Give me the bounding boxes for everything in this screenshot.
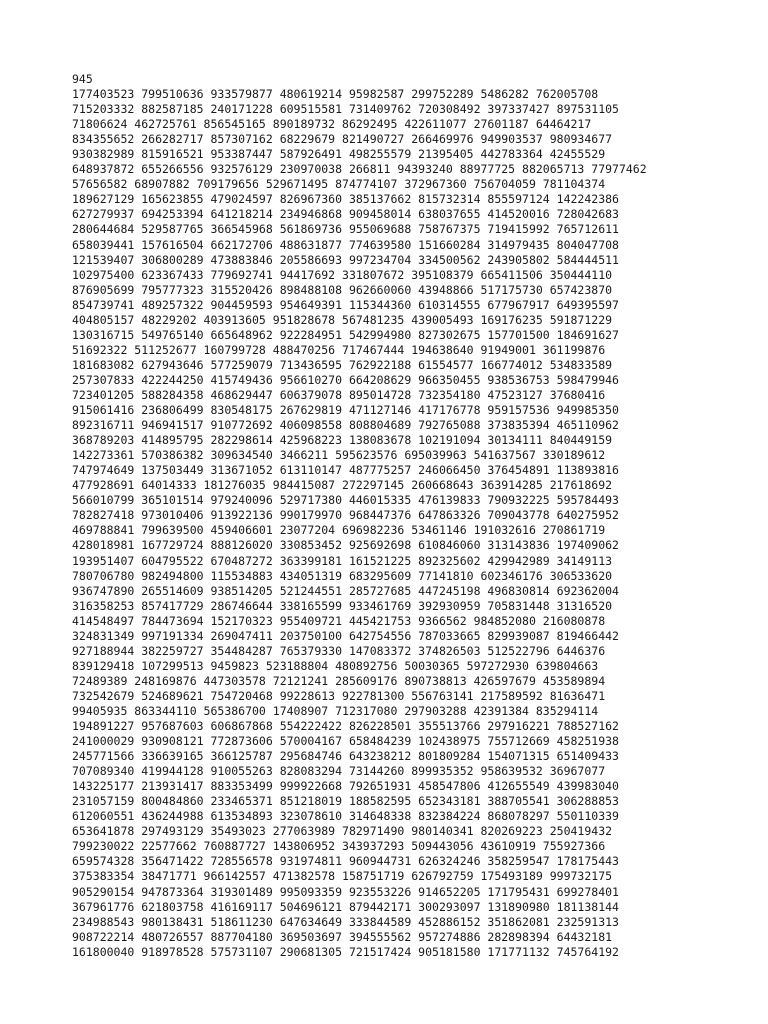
number-row: 715203332 882587185 240171228 609515581 731409762 720308492 397337427 897531105: [72, 102, 619, 117]
number-row: 732542679 524689621 754720468 99228613 922781300 556763141 217589592 81636471: [72, 688, 606, 703]
number-row: 930382989 815916521 953387447 587926491 498255579 21395405 442783364 42455529: [72, 147, 606, 162]
number-row: 627279937 694253394 641218214 234946868 909458014 638037655 414520016 728042683: [72, 207, 619, 222]
number-row: 316358253 857417729 286746644 338165599 933461769 392930959 705831448 31316520: [72, 598, 613, 613]
number-row: 368789203 414895795 282298614 425968223 138083678 102191094 30134111 840449159: [72, 433, 613, 448]
number-row: 414548497 784473694 152170323 955409721 445421753 9366562 984852080 216080878: [72, 613, 606, 628]
number-row: 130316715 549765140 665648962 922284951 542994980 827302675 157701500 184691627: [72, 327, 619, 342]
number-row: 905290154 947873364 319301489 995093359 923553226 914652205 171795431 699278401: [72, 884, 619, 899]
number-row: 161800040 918978528 575731107 290681305 721517424 905181580 171771132 745764192: [72, 944, 619, 959]
number-row: 257307833 422244250 415749436 956610270 664208629 966350455 938536753 598479946: [72, 372, 619, 387]
number-row: 121539407 306800289 473883846 205586693 997234704 334500562 243905802 584444511: [72, 252, 619, 267]
number-row: 57656582 68907882 709179656 529671495 874774107 372967360 756704059 781104374: [72, 177, 606, 192]
number-row: 648937872 655266556 932576129 230970038 266811 94393240 88977725 882065713 77977462: [72, 162, 647, 177]
number-row: 51692322 511252677 160799728 488470256 717467444 194638640 91949001 361199876: [72, 342, 606, 357]
number-row: 854739741 489257322 904459593 954649391 115344360 610314555 677967917 649395597: [72, 297, 619, 312]
number-row: 915061416 236806499 830548175 267629819 471127146 417176778 959157536 949985350: [72, 403, 619, 418]
number-row: 908722214 480726557 887704180 369503697 394555562 957274886 282898394 64432181: [72, 929, 613, 944]
number-row: 469788841 799639500 459406601 23077204 696982236 53461146 191032616 270861719: [72, 523, 606, 538]
number-row: 99405935 863344110 565386700 17408907 712317080 297903288 42391384 835294114: [72, 703, 599, 718]
number-row: 234988543 980138431 518611230 647634649 333844589 452886152 351862081 232591313: [72, 914, 619, 929]
number-row: 653641878 297493129 35493023 277063989 782971490 980140341 820269223 250419432: [72, 824, 613, 839]
number-row: 782827418 973010406 913922136 990179970 968447376 647863326 709043778 640275952: [72, 508, 619, 523]
number-row: 428018981 167729724 888126020 330853452 925692698 610846060 313143836 197409062: [72, 538, 619, 553]
number-row: 659574328 356471422 728556578 931974811 960944731 626324246 358259547 178175443: [72, 854, 619, 869]
number-row: 177403523 799510636 933579877 480619214 95982587 299752289 5486282 762005708: [72, 87, 599, 102]
number-row: 876905699 795777323 315520426 898488108 962660060 43948866 517175730 657423870: [72, 282, 613, 297]
number-row: 231057159 800484860 233465371 851218019 188582595 652343181 388705541 306288853: [72, 794, 619, 809]
number-row: 658039441 157616504 662172706 488631877 774639580 151660284 314979435 804047708: [72, 237, 619, 252]
number-row: 142273361 570386382 309634540 3466211 595623576 695039963 541637567 330189612: [72, 448, 606, 463]
number-row: 189627129 165623855 479024597 826967360 385137662 815732314 855597124 142242386: [72, 192, 619, 207]
number-row: 799230022 22577662 760887727 143806952 343937293 509443056 43610919 755927366: [72, 839, 606, 854]
number-row: 936747890 265514609 938514205 521244551 285727685 447245198 496830814 692362004: [72, 583, 619, 598]
number-row: 477928691 64014333 181276035 984415087 272297145 260668643 363914285 217618692: [72, 478, 613, 493]
number-row: 834355652 266282717 857307162 68229679 821490727 266469976 949903537 980934677: [72, 132, 613, 147]
header-number: 945: [72, 72, 93, 86]
number-row: 566010799 365101514 979240096 529717380 446015335 476139833 790932225 595784493: [72, 493, 619, 508]
number-row: 71806624 462725761 856545165 890189732 86292495 422611077 27601187 64464217: [72, 117, 592, 132]
number-row: 181683082 627943646 577259079 713436595 762922188 61554577 166774012 534833589: [72, 357, 613, 372]
number-row: 707089340 419944128 910055263 828083294 73144260 899935352 958639532 36967077: [72, 764, 606, 779]
number-row: 324831349 997191334 269047411 203750100 642754556 787033665 829939087 819466442: [72, 628, 619, 643]
number-row: 723401205 588284358 468629447 606379078 895014728 732354180 47523127 37680416: [72, 387, 606, 402]
number-row: 241000029 930908121 772873606 570004167 658484239 102438975 755712669 458251938: [72, 734, 619, 749]
number-row: 72489389 248169876 447303578 72121241 285609176 890738813 426597679 453589894: [72, 673, 606, 688]
number-row: 892316711 946941517 910772692 406098558 808804689 792765088 373835394 465110962: [72, 418, 619, 433]
number-row: 102975400 623367433 779692741 94417692 331807672 395108379 665411506 350444110: [72, 267, 613, 282]
number-row: 375383354 38471771 966142557 471382578 158751719 626792759 175493189 999732175: [72, 869, 613, 884]
number-row: 193951407 604795522 670487272 363399181 161521225 892325602 429942989 34149113: [72, 553, 613, 568]
number-row: 780706780 982494800 115534883 434051319 683295609 77141810 602346176 306533620: [72, 568, 613, 583]
number-row: 747974649 137503449 313671052 613110147 487775257 246066450 376454891 113893816: [72, 463, 619, 478]
number-row: 404805157 48229202 403913605 951828678 567481235 439005493 169176235 591871229: [72, 312, 613, 327]
number-row: 245771566 336639165 366125787 295684746 643238212 801809284 154071315 651409433: [72, 749, 619, 764]
number-row: 367961776 621803758 416169117 504696121 879442171 300293097 131890980 181138144: [72, 899, 619, 914]
number-row: 612060551 436244988 613534893 323078610 314648338 832384224 868078297 550110339: [72, 809, 619, 824]
number-row: 194891227 957687603 606867868 554222422 826228501 355513766 297916221 788527162: [72, 719, 619, 734]
number-row: 927188944 382259727 354484287 765379330 147083372 374826503 512522796 6446376: [72, 643, 606, 658]
number-list: [72, 72, 647, 960]
number-row: 839129418 107299513 9459823 523188804 480892756 50030365 597272930 639804663: [72, 658, 599, 673]
number-row: 280644684 529587765 366545968 561869736 955069688 758767375 719415992 765712611: [72, 222, 619, 237]
number-row: 143225177 213931417 883353499 999922668 792651931 458547806 412655549 439983040: [72, 779, 619, 794]
